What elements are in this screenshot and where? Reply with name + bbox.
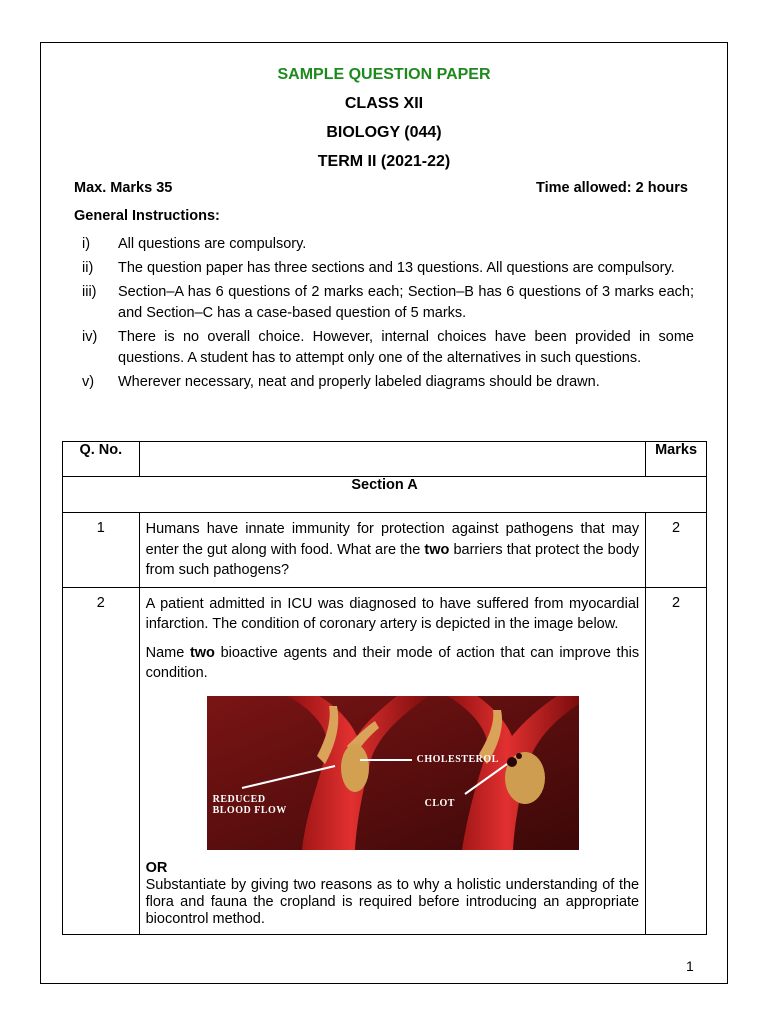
question-text-part: barriers that protect the body from such pathogens? bbox=[145, 541, 640, 578]
table-row bbox=[63, 513, 707, 588]
instruction-number: iii) bbox=[82, 284, 97, 300]
blood-flow-label: BLOOD FLOW bbox=[212, 804, 287, 816]
or-question-text: Substantiate by giving two reasons as to why a holistic understanding of the flora and fauna the cropland is required before introducing an appropriate biocontrol method. bbox=[145, 876, 640, 927]
question-table bbox=[62, 441, 707, 935]
artery-illustration bbox=[207, 696, 579, 850]
question-marks: 2 bbox=[646, 513, 707, 588]
instruction-number: iv) bbox=[82, 329, 98, 345]
section-a-heading: Section A bbox=[63, 477, 707, 513]
instruction-item bbox=[74, 327, 694, 369]
reduced-label: REDUCED bbox=[212, 793, 266, 805]
instruction-text: There is no overall choice. However, internal choices have been provided in some questions. A student has to attempt only one of the alternatives in such questions. bbox=[118, 329, 694, 366]
question-paragraph: A patient admitted in ICU was diagnosed to have suffered from myocardial infarction. The condition of coronary artery is depicted in the image below. bbox=[145, 595, 640, 632]
header-question bbox=[139, 442, 646, 477]
clot-dark bbox=[516, 753, 522, 759]
meta-row bbox=[74, 180, 688, 196]
class-line: CLASS XII bbox=[344, 95, 424, 112]
page-number: 1 bbox=[686, 958, 694, 974]
instruction-item bbox=[74, 282, 694, 324]
or-label: OR bbox=[145, 859, 168, 876]
question-marks: 2 bbox=[646, 587, 707, 934]
paper-title: SAMPLE QUESTION PAPER bbox=[277, 66, 491, 83]
question-number: 1 bbox=[63, 513, 140, 588]
clot-label: CLOT bbox=[424, 797, 455, 809]
instruction-number: i) bbox=[82, 236, 91, 252]
question-text bbox=[139, 513, 646, 588]
question-text-part: bioactive agents and their mode of action that can improve this condition. bbox=[145, 644, 640, 681]
question-text-part: Humans have innate immunity for protection against pathogens that may enter the gut along with food. What are the bbox=[145, 521, 640, 558]
instruction-item bbox=[74, 234, 694, 255]
table-header-row bbox=[63, 442, 707, 477]
instruction-number: v) bbox=[82, 374, 95, 390]
title-block bbox=[40, 64, 728, 180]
question-text-bold: two bbox=[424, 541, 450, 558]
subject-line: BIOLOGY (044) bbox=[326, 124, 442, 141]
question-paragraph bbox=[146, 643, 640, 684]
question-text bbox=[139, 587, 646, 934]
max-marks: Max. Marks 35 bbox=[74, 180, 173, 196]
question-number: 2 bbox=[63, 587, 140, 934]
general-instructions-list bbox=[74, 234, 694, 396]
instruction-text: All questions are compulsory. bbox=[118, 236, 307, 252]
table-row bbox=[63, 587, 707, 934]
instruction-number: ii) bbox=[82, 260, 94, 276]
term-line: TERM II (2021-22) bbox=[317, 153, 451, 170]
instruction-text: The question paper has three sections and 13 questions. All questions are compulsory. bbox=[118, 260, 675, 276]
question-text-part: Name bbox=[145, 644, 190, 661]
header-marks: Marks bbox=[646, 442, 707, 477]
instruction-text: Wherever necessary, neat and properly labeled diagrams should be drawn. bbox=[118, 374, 600, 390]
cholesterol-deposit bbox=[341, 744, 369, 792]
instruction-text: Section–A has 6 questions of 2 marks each; Section–B has 6 questions of 3 marks each; and Section–C has a case-based question of 5 marks. bbox=[118, 284, 694, 321]
question-text-bold: two bbox=[189, 644, 215, 661]
clot-dark bbox=[507, 757, 517, 767]
time-allowed: Time allowed: 2 hours bbox=[535, 180, 688, 196]
cholesterol-label: CHOLESTEROL bbox=[416, 753, 499, 765]
header-qno: Q. No. bbox=[63, 442, 140, 477]
instruction-item bbox=[74, 372, 694, 393]
coronary-artery-figure bbox=[207, 696, 579, 850]
instruction-item bbox=[74, 258, 694, 279]
general-instructions-title: General Instructions: bbox=[74, 208, 220, 224]
section-row bbox=[63, 477, 707, 513]
